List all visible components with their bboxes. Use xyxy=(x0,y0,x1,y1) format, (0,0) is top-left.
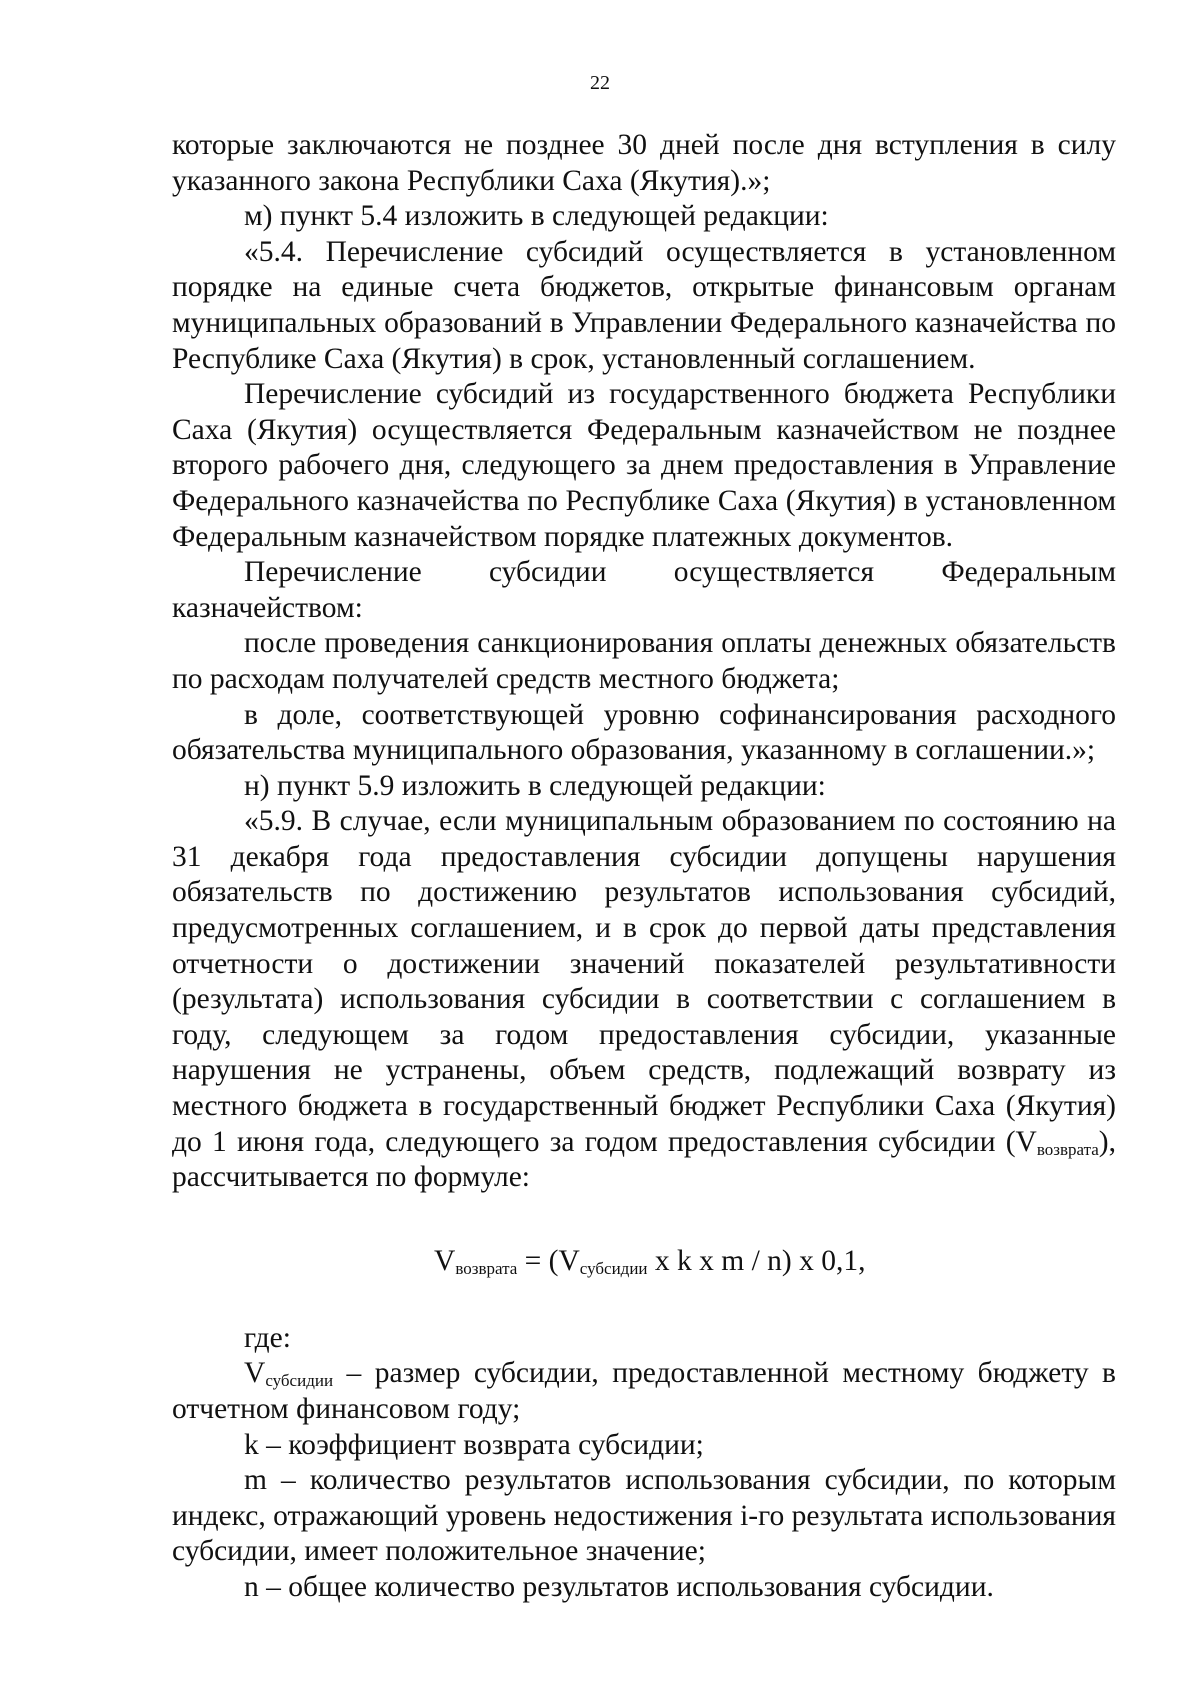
formula-subscript-refund: возврата xyxy=(455,1258,518,1278)
paragraph-continuation: которые заключаются не позднее 30 дней после дня вступления в силу указанного закона Республики Саха (Якутия).»; xyxy=(172,129,1116,197)
page-number: 22 xyxy=(590,72,610,94)
paragraph-def-m: m – количество результатов использования субсидии, по которым индекс, отражающий уровень недостижения i-го результата использования субсидии, имеет положительное значение; xyxy=(172,1464,1116,1568)
refund-formula xyxy=(172,1223,1116,1299)
paragraph-item-m: м) пункт 5.4 изложить в следующей редакции: xyxy=(244,200,829,233)
paragraph-def-n: n – общее количество результатов использования субсидии. xyxy=(244,1570,994,1603)
paragraph-where: где: xyxy=(244,1321,291,1354)
paragraph-transfer-heading: Перечисление субсидии осуществляется Федеральным казначейством: xyxy=(172,556,1116,624)
formula-middle: = (V xyxy=(517,1244,580,1277)
formula-v: V xyxy=(434,1244,456,1277)
paragraph-after-sanction: после проведения санкционирования оплаты денежных обязательств по расходам получателей средств местного бюджета; xyxy=(172,627,1116,695)
paragraph-clause-5-9 xyxy=(172,804,1116,1196)
def-v-symbol: V xyxy=(244,1357,266,1390)
formula-subscript-subsidy: субсидии xyxy=(579,1258,648,1278)
paragraph-def-v-subsidy xyxy=(172,1356,1116,1427)
def-v-subscript: субсидии xyxy=(265,1371,334,1391)
paragraph-item-n: н) пункт 5.9 изложить в следующей редакции: xyxy=(244,769,826,802)
clause-5-9-tail: ), рассчитывается по формуле: xyxy=(172,1125,1116,1194)
formula-rest: x k x m / n) x 0,1, xyxy=(647,1244,866,1277)
clause-5-9-subscript: возврата xyxy=(1036,1139,1099,1159)
paragraph-clause-5-4: «5.4. Перечисление субсидий осуществляется в установленном порядке на единые счета бюджетов, открытые финансовым органам муниципальных образований в Управлении Федерального казначейства по Республике Саха (Якутия) в срок, установленный соглашением. xyxy=(172,235,1116,375)
paragraph-cofinancing-share: в доле, соответствующей уровню софинансирования расходного обязательства муниципального образования, указанному в соглашении.»; xyxy=(172,698,1116,767)
document-body xyxy=(172,128,1116,1606)
clause-5-9-text: «5.9. В случае, если муниципальным образованием по состоянию на 31 декабря года предоставления субсидии допущены нарушения обязательств по достижению результатов использования субсидий, предусмотренных соглашением, и в срок до первой даты представления отчетности о достижении значений показателей результативности (результата) использования субсидии в соответствии с соглашением в году, следующем за годом предоставления субсидии, указанные нарушения не устранены, объем средств, подлежащий возврату из местного бюджета в государственный бюджет Республики Саха (Якутия) до 1 июня года, следующего за годом предоставления субсидии (V xyxy=(172,805,1116,1158)
paragraph-def-k: k – коэффициент возврата субсидии; xyxy=(244,1428,704,1461)
paragraph-transfer-rules: Перечисление субсидий из государственного бюджета Республики Саха (Якутия) осуществляется Федеральным казначейством не позднее второго рабочего дня, следующего за днем предоставления в Управление Федерального казначейства по Республике Саха (Якутия) в установленном Федеральным казначейством порядке платежных документов. xyxy=(172,378,1116,553)
def-v-text: – размер субсидии, предоставленной местному бюджету в отчетном финансовом году; xyxy=(172,1357,1116,1425)
